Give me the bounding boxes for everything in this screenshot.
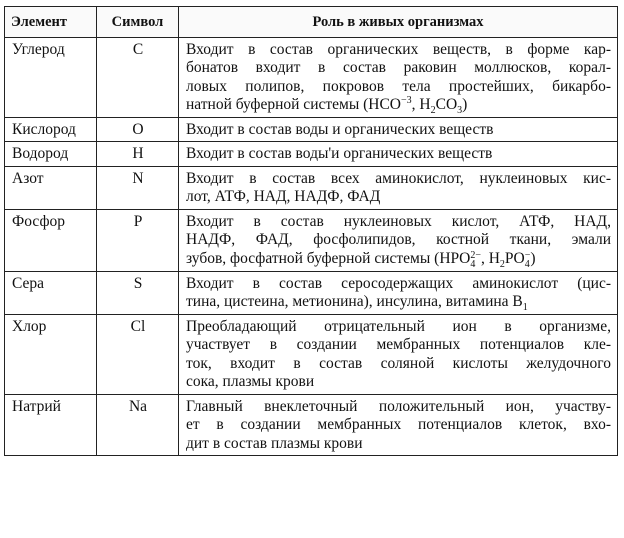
element-symbol: C (97, 37, 179, 117)
formula-text: , H (411, 96, 431, 113)
element-symbol: Cl (97, 314, 179, 394)
table-row (5, 394, 618, 456)
formula-sub: 1 (522, 302, 528, 314)
role-line: Входит в состав органических веществ, в форме кар- (186, 40, 611, 58)
element-role (179, 209, 618, 271)
role-text: зубов, фосфатной буферной системы (HPO (186, 249, 471, 267)
formula-text: ) (530, 249, 536, 267)
element-symbol: N (97, 166, 179, 209)
table-row (5, 314, 618, 394)
element-symbol: P (97, 209, 179, 271)
element-name: Натрий (5, 394, 97, 456)
formula-text: CO (435, 96, 458, 113)
formula-sub: 4 (470, 258, 476, 270)
role-line: ток, входит в состав соляной кислоты желудочного (186, 354, 611, 372)
role-line: бонатов входит в состав раковин моллюсков, корал- (186, 59, 611, 76)
role-line (186, 293, 611, 312)
role-line: Входит в состав воды'и органических веществ (186, 145, 493, 162)
element-name: Кислород (5, 117, 97, 142)
table-row (5, 117, 618, 142)
role-line (186, 96, 611, 115)
element-role (179, 117, 618, 142)
element-name: Азот (5, 166, 97, 209)
role-line: Главный внеклеточный положительный ион, участву- (186, 397, 611, 415)
role-line: ет в создании мембранных потенциалов клеток, вхо- (186, 416, 611, 433)
table-row (5, 142, 618, 167)
table-row (5, 271, 618, 314)
table-row (5, 166, 618, 209)
role-line: НАДФ, ФАД, фосфолипидов, костной ткани, эмали (186, 231, 611, 248)
formula-text: PO (504, 249, 525, 267)
element-name: Углерод (5, 37, 97, 117)
element-role (179, 314, 618, 394)
role-line: дит в состав плазмы крови (186, 434, 363, 452)
formula-sub: 2 (430, 105, 436, 117)
header-row (5, 7, 618, 38)
formula-text: , H (480, 249, 500, 267)
role-line: Преобладающий отрицательный ион в организме, (186, 317, 611, 335)
element-symbol: O (97, 117, 179, 142)
formula-sup: − (524, 249, 531, 261)
role-line: участвует в создании мембранных потенциалов кле- (186, 336, 611, 353)
elements-table (4, 6, 618, 456)
table-row (5, 37, 618, 117)
header-symbol: Символ (97, 7, 179, 38)
element-role (179, 166, 618, 209)
element-name: Водород (5, 142, 97, 167)
element-symbol: S (97, 271, 179, 314)
element-symbol: Na (97, 394, 179, 456)
role-line: Входит в состав нуклеиновых кислот, АТФ, НАД, (186, 212, 611, 230)
role-line: ловых полипов, покровов тела простейших, бикарбо- (186, 77, 611, 95)
element-name: Фосфор (5, 209, 97, 271)
role-line: сока, плазмы крови (186, 373, 315, 390)
formula-text: ) (462, 96, 468, 113)
element-name: Хлор (5, 314, 97, 394)
formula-sup: 2− (470, 249, 481, 261)
header-role: Роль в живых организмах (179, 7, 618, 38)
role-line (186, 250, 611, 269)
role-text: натной буферной системы (HCO (186, 96, 402, 113)
formula-sub: 4 (524, 258, 530, 270)
formula-sub: 2 (499, 258, 505, 270)
role-line: лот, АТФ, НАД, НАДФ, ФАД (186, 188, 381, 205)
role-line: Входит в состав воды и органических веществ (186, 120, 494, 138)
table-row (5, 209, 618, 271)
element-role (179, 271, 618, 314)
element-role (179, 394, 618, 456)
element-name: Сера (5, 271, 97, 314)
formula-supsub (470, 251, 481, 269)
formula-sub: 3 (457, 105, 463, 117)
element-role (179, 37, 618, 117)
element-role (179, 142, 618, 167)
role-text: тина, цистеина, метионина), инсулина, витамина B (186, 293, 523, 310)
header-element: Элемент (5, 7, 97, 38)
role-line: Входит в состав серосодержащих аминокислот (цис- (186, 274, 611, 292)
formula-sup: −3 (401, 94, 412, 106)
role-line: Входит в состав всех аминокислот, нуклеиновых кис- (186, 169, 611, 187)
element-symbol: H (97, 142, 179, 167)
